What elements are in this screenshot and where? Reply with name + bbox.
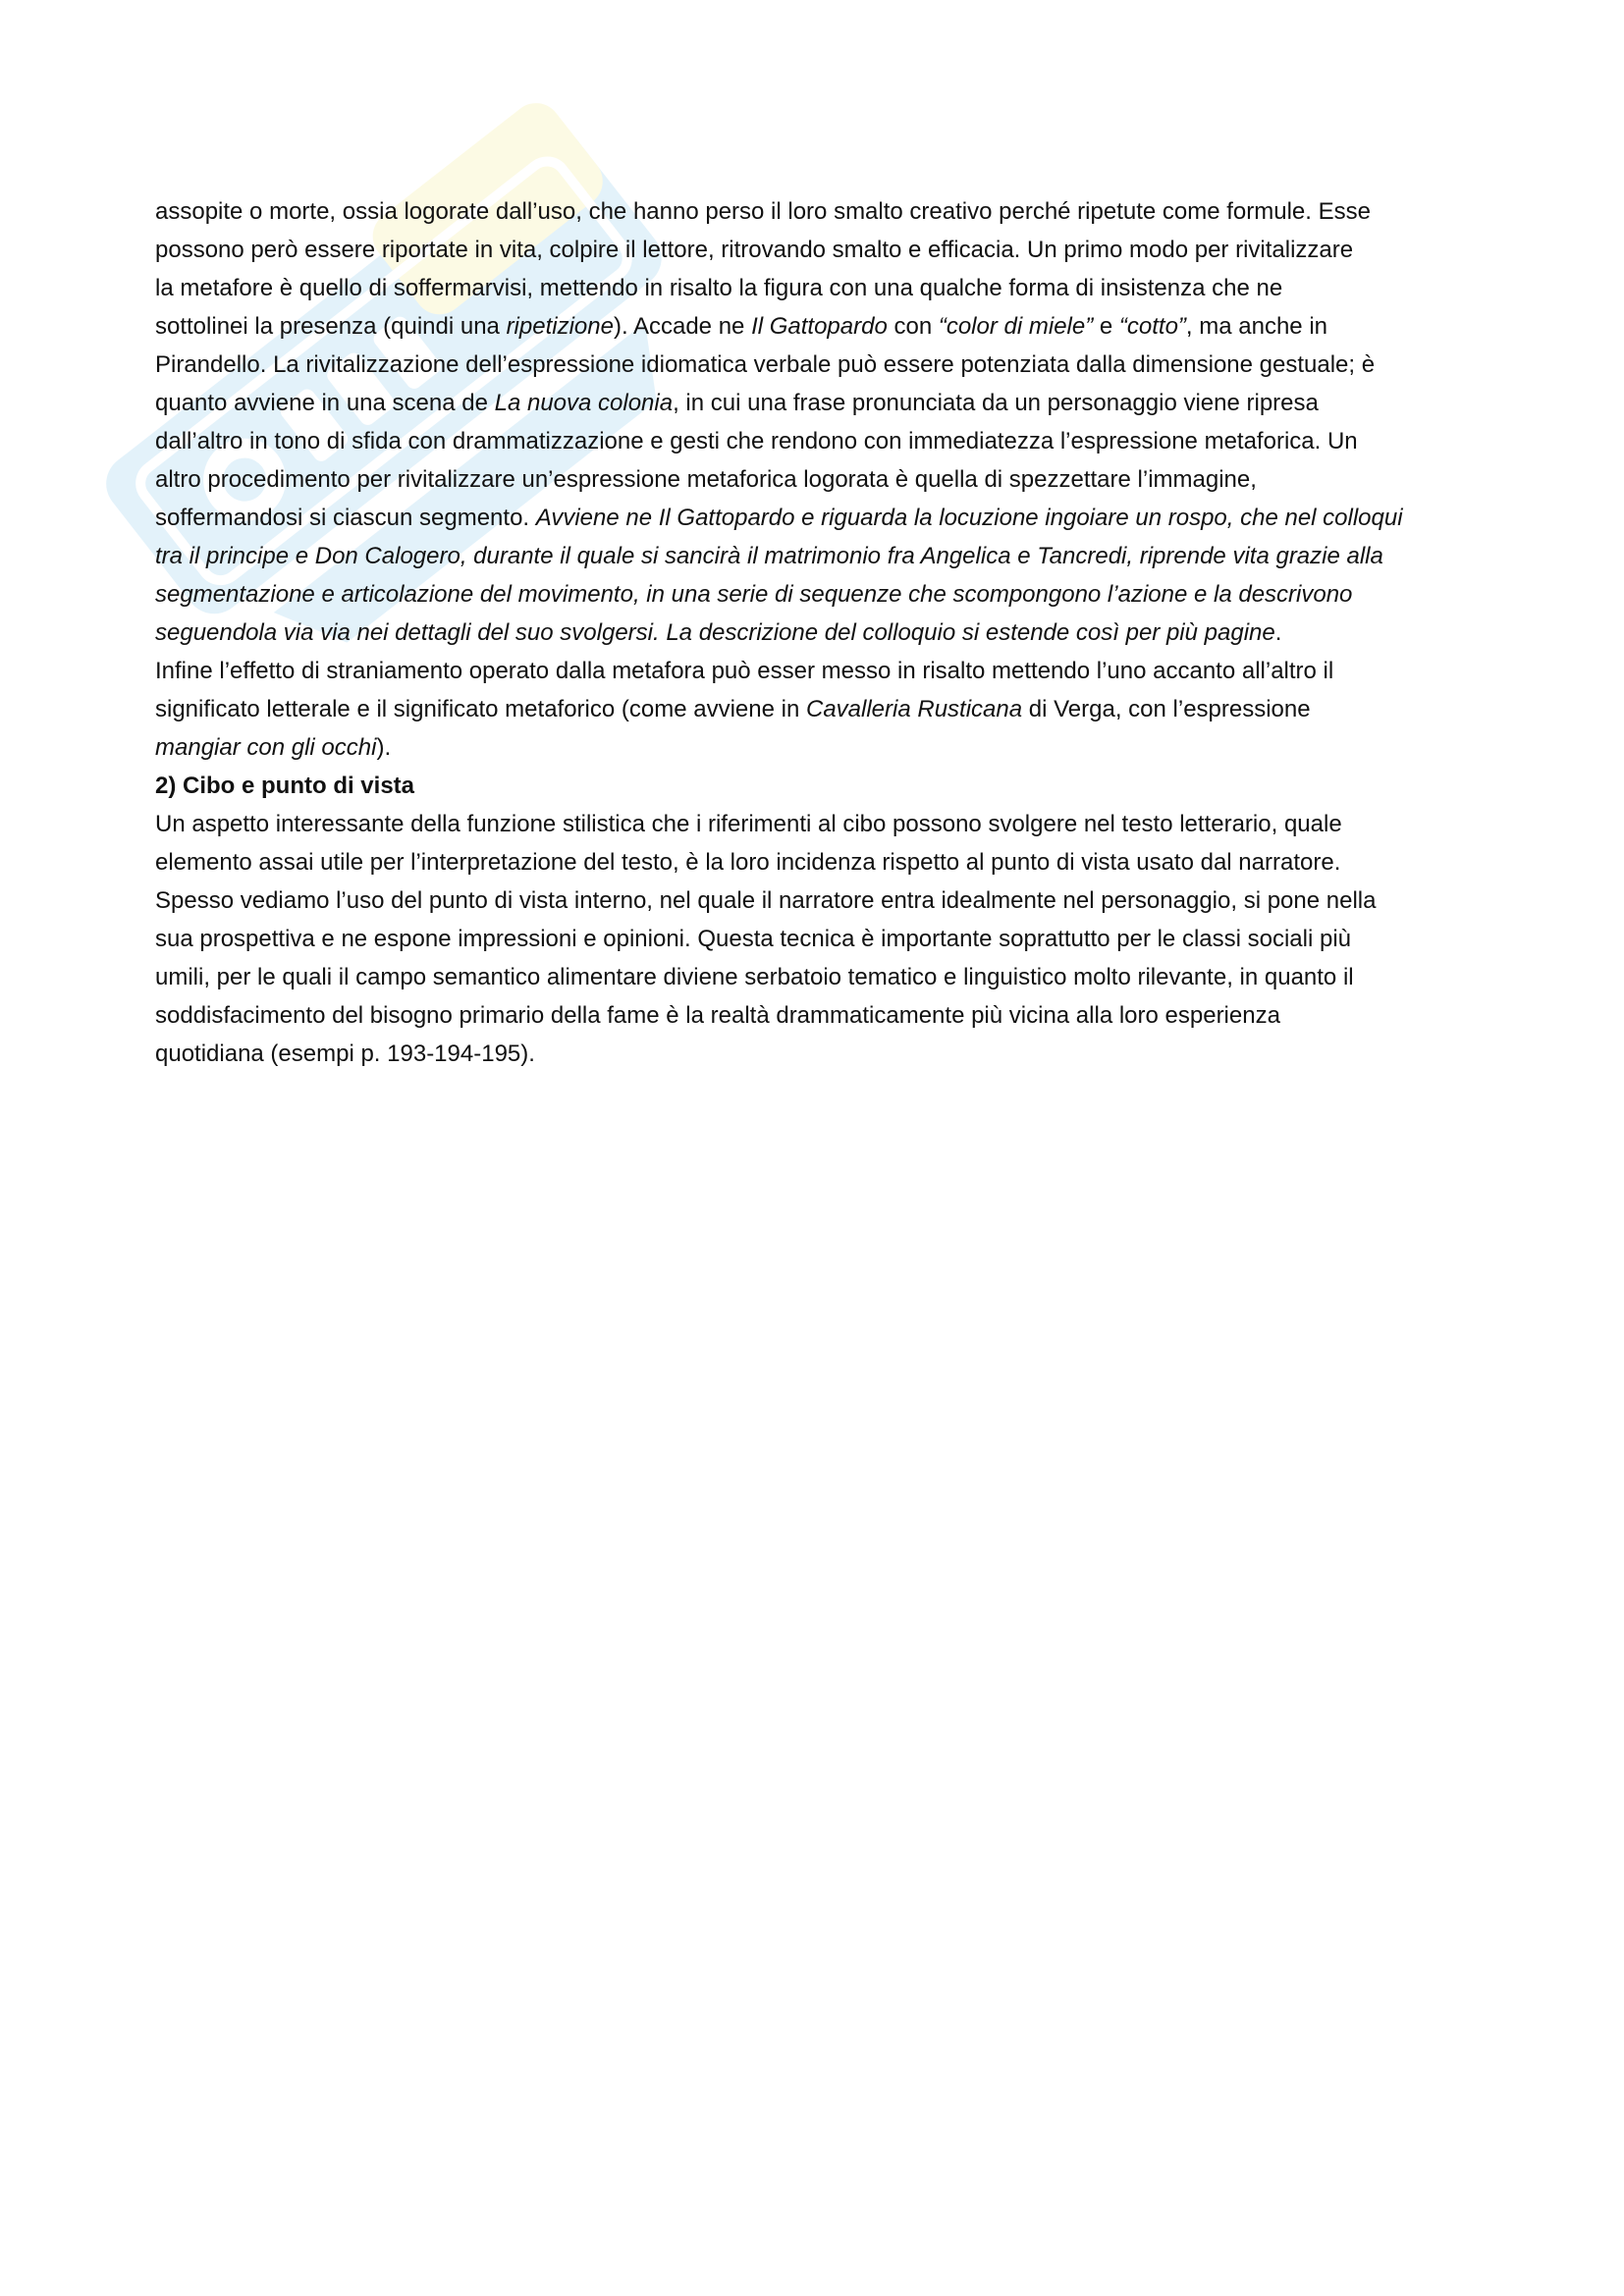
text-run: , in cui una frase pronunciata da un personaggio viene ripresa xyxy=(673,390,1319,416)
italic-text: Cavalleria Rusticana xyxy=(805,696,1023,722)
text-run: sottolinei la presenza (quindi una xyxy=(155,313,507,340)
paragraph-metafore xyxy=(155,192,1490,652)
text-run: con xyxy=(887,313,939,340)
text-run: e xyxy=(1093,313,1119,340)
text-line xyxy=(155,920,1490,958)
text-run: ). Accade ne xyxy=(613,313,752,340)
text-line xyxy=(155,231,1490,269)
text-line xyxy=(155,690,1490,728)
text-line xyxy=(155,652,1490,690)
text-line xyxy=(155,499,1490,537)
text-run: significato letterale e il significato metaforico (come avviene in xyxy=(155,696,806,722)
text-run: assopite o morte, ossia logorate dall’uso, che hanno perso il loro smalto creativo perché ripetute come formule. Esse xyxy=(155,198,1371,225)
text-line xyxy=(155,805,1490,843)
text-line xyxy=(155,1035,1490,1073)
text-line xyxy=(155,537,1490,575)
text-run: dall’altro in tono di sfida con drammatizzazione e gesti che rendono con immediatezza l’espressione metaforica. Un xyxy=(155,428,1358,454)
text-line xyxy=(155,384,1490,422)
text-line xyxy=(155,958,1490,996)
italic-text: seguendola via via nei dettagli del suo svolgersi. La descrizione del colloquio si estende così per più pagine xyxy=(155,619,1275,646)
italic-text: ripetizione xyxy=(506,313,614,340)
text-line xyxy=(155,881,1490,920)
italic-text: Il Gattopardo xyxy=(751,313,888,340)
text-line xyxy=(155,460,1490,499)
text-line xyxy=(155,728,1490,767)
text-run: la metafore è quello di soffermarvisi, mettendo in risalto la figura con una qualche forma di insistenza che ne xyxy=(155,275,1283,301)
text-line xyxy=(155,843,1490,881)
italic-text: mangiar con gli occhi xyxy=(155,734,377,761)
text-run: ). xyxy=(376,734,392,761)
text-line xyxy=(155,575,1490,614)
text-run: Infine l’effetto di straniamento operato dalla metafora può esser messo in risalto mettendo l’uno accanto all’altro il xyxy=(155,658,1334,684)
text-run: sua prospettiva e ne espone impressioni e opinioni. Questa tecnica è importante soprattutto per le classi sociali più xyxy=(155,926,1352,952)
text-run: altro procedimento per rivitalizzare un’espressione metaforica logorata è quella di spezzettare l’immagine, xyxy=(155,466,1257,493)
text-run: soffermandosi si ciascun segmento. xyxy=(155,505,536,531)
italic-text: “color di miele” xyxy=(938,313,1094,340)
italic-text: “cotto” xyxy=(1118,313,1186,340)
text-line xyxy=(155,192,1490,231)
document-body xyxy=(155,192,1490,1073)
italic-text: segmentazione e articolazione del movimento, in una serie di sequenze che scompongono l’azione e la descrivono xyxy=(155,581,1353,608)
text-run: Pirandello. La rivitalizzazione dell’espressione idiomatica verbale può essere potenziata dalla dimensione gestuale; è xyxy=(155,351,1376,378)
text-line xyxy=(155,422,1490,460)
text-run: elemento assai utile per l’interpretazione del testo, è la loro incidenza rispetto al punto di vista usato dal narratore. xyxy=(155,849,1341,876)
section-heading: 2) Cibo e punto di vista xyxy=(155,773,415,799)
text-run: quanto avviene in una scena de xyxy=(155,390,495,416)
text-run: Un aspetto interessante della funzione stilistica che i riferimenti al cibo possono svolgere nel testo letterario, quale xyxy=(155,811,1342,837)
text-line xyxy=(155,614,1490,652)
text-run: . xyxy=(1274,619,1282,646)
italic-text: La nuova colonia xyxy=(494,390,674,416)
text-line xyxy=(155,996,1490,1035)
text-run: quotidiana (esempi p. 193-194-195). xyxy=(155,1041,535,1067)
text-run: , ma anche in xyxy=(1185,313,1328,340)
text-line xyxy=(155,307,1490,346)
text-line xyxy=(155,346,1490,384)
text-run: umili, per le quali il campo semantico alimentare diviene serbatoio tematico e linguistico molto rilevante, in quanto il xyxy=(155,964,1354,990)
italic-text: Avviene ne Il Gattopardo e riguarda la locuzione ingoiare un rospo, che nel colloqui xyxy=(535,505,1403,531)
text-run: possono però essere riportate in vita, colpire il lettore, ritrovando smalto e efficacia. Un primo modo per rivitalizzare xyxy=(155,237,1354,263)
text-line xyxy=(155,269,1490,307)
paragraph-straniamento xyxy=(155,652,1490,767)
text-run: Spesso vediamo l’uso del punto di vista interno, nel quale il narratore entra idealmente nel personaggio, si pone nella xyxy=(155,887,1377,914)
text-run: di Verga, con l’espressione xyxy=(1022,696,1311,722)
paragraph-cibo-punto-di-vista xyxy=(155,805,1490,1073)
italic-text: tra il principe e Don Calogero, durante il quale si sancirà il matrimonio fra Angelica e Tancredi, riprende vita grazie alla xyxy=(155,543,1383,569)
text-run: soddisfacimento del bisogno primario della fame è la realtà drammaticamente più vicina alla loro esperienza xyxy=(155,1002,1280,1029)
